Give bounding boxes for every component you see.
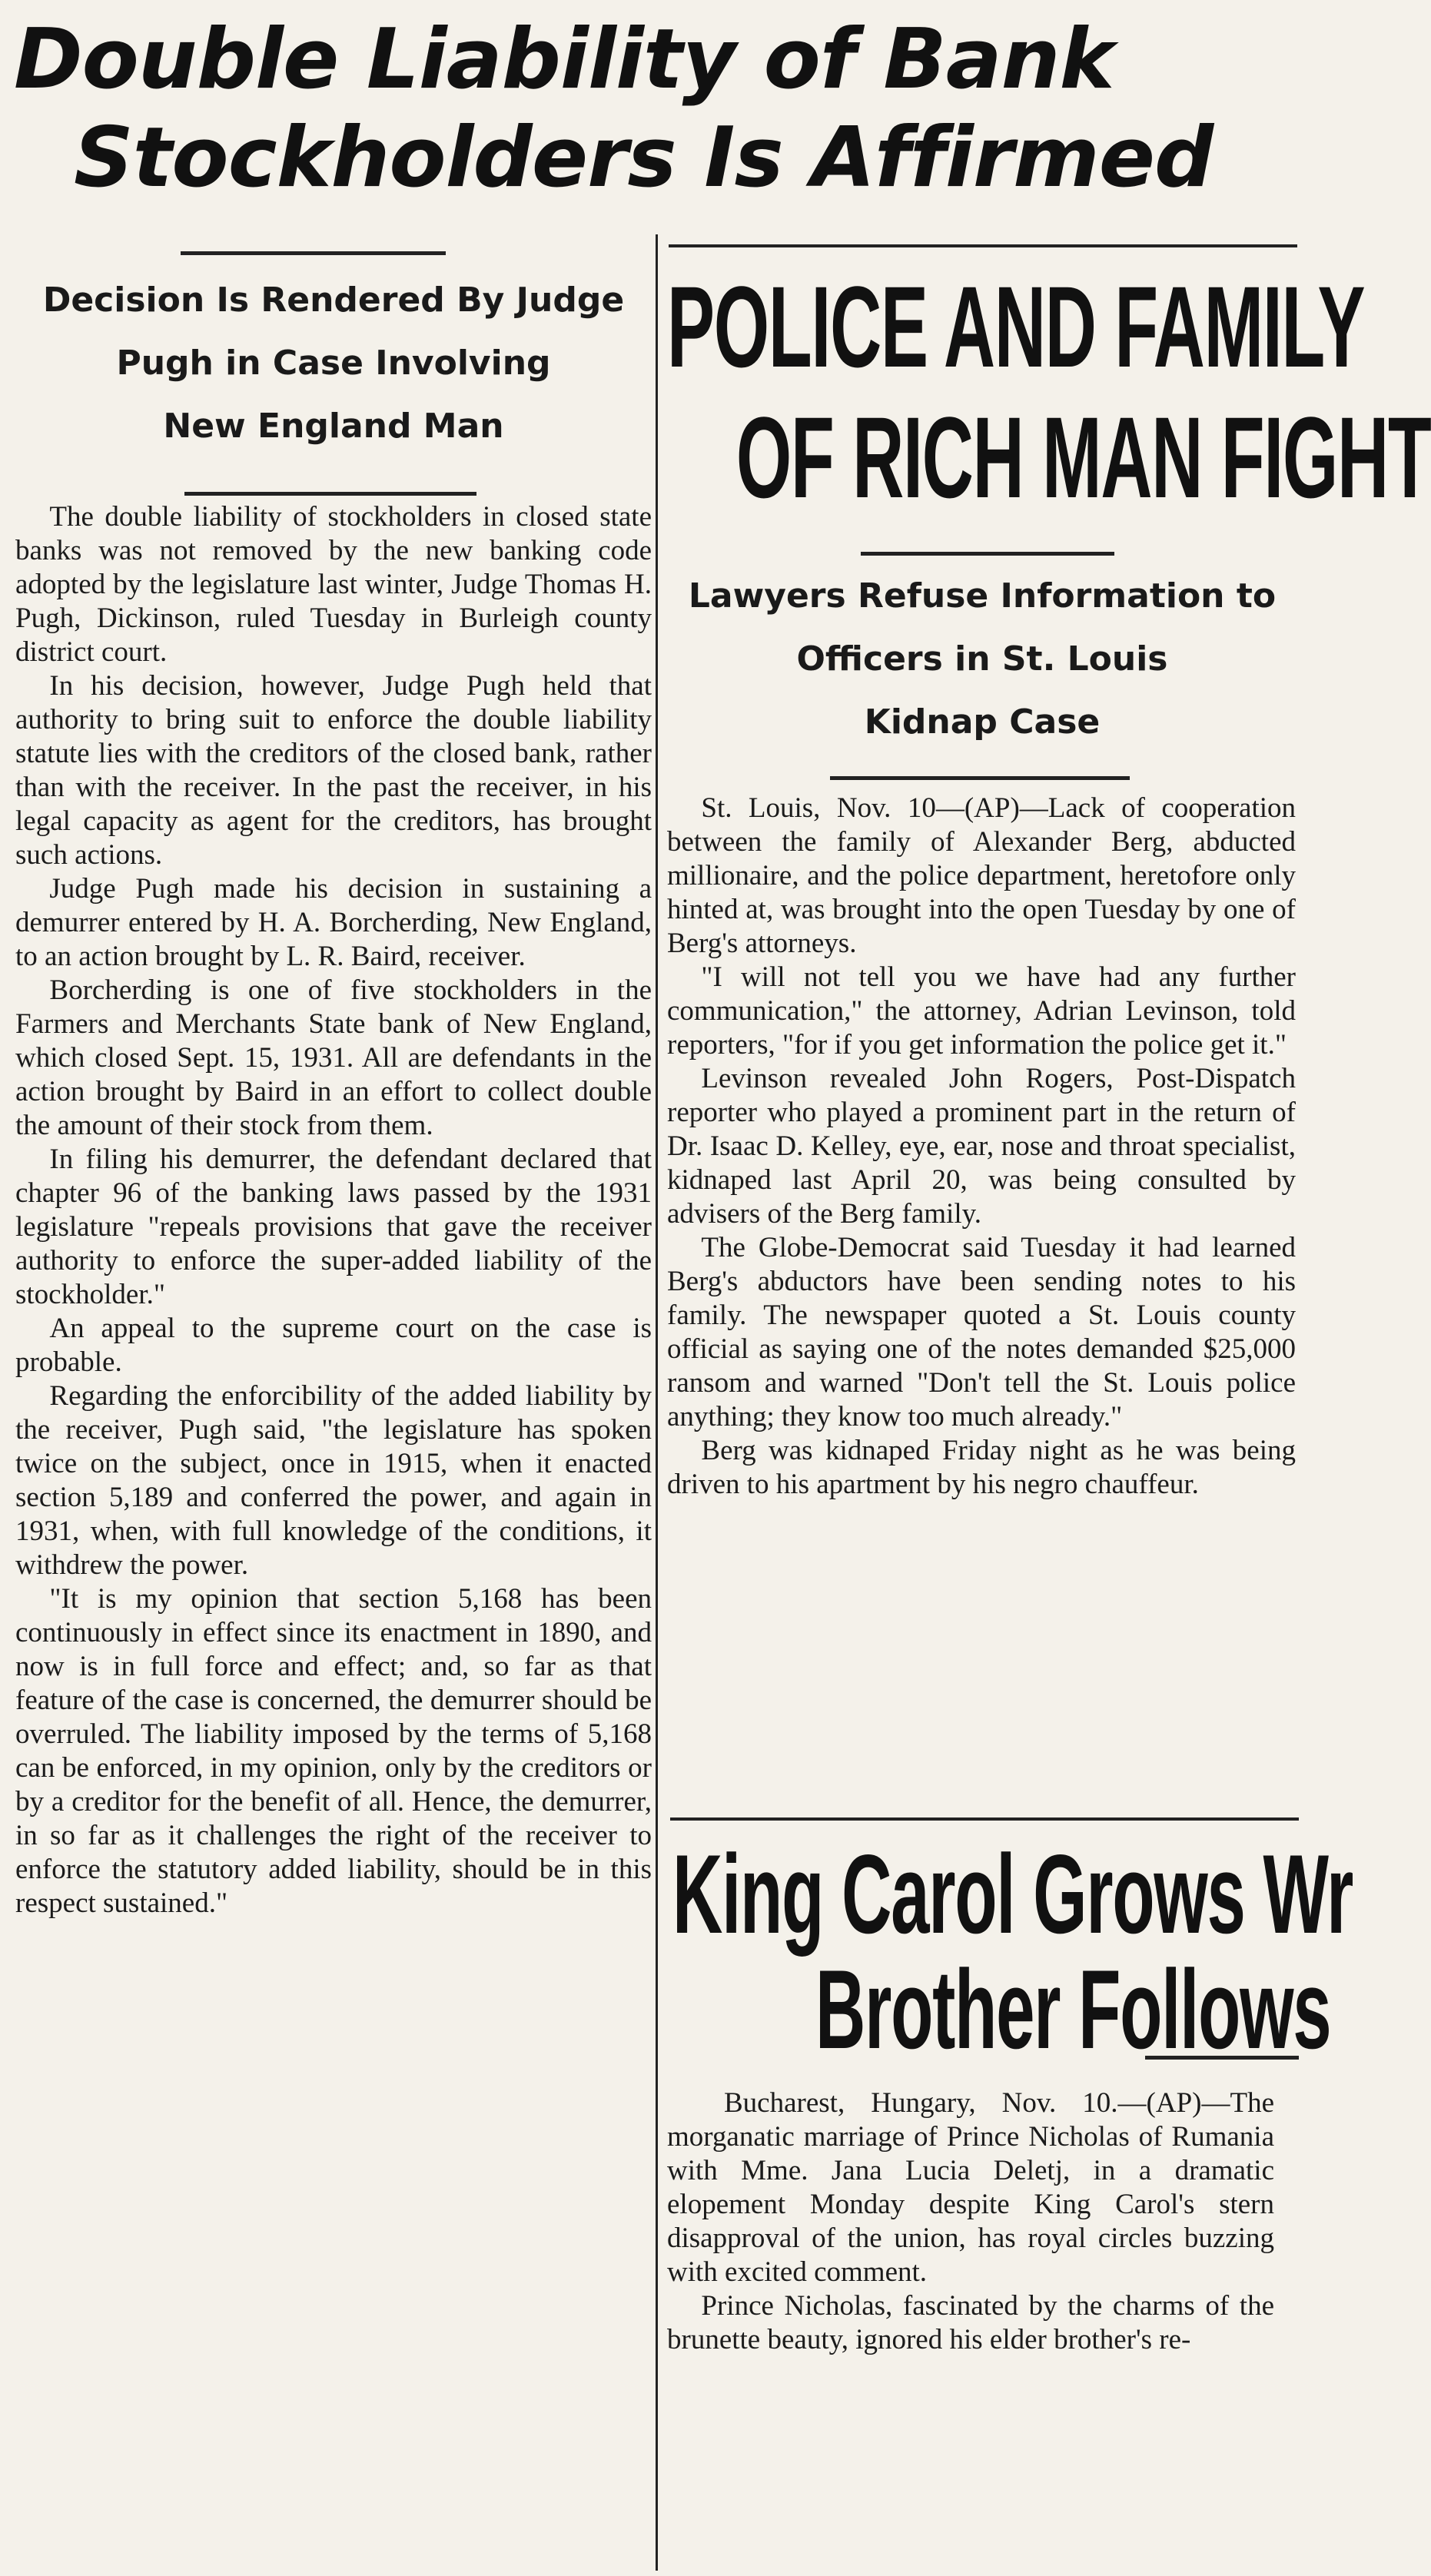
police-paragraph: Levinson revealed John Rogers, Post-Dispatch reporter who played a prominent part in the return of Dr. Isaac D. Kelley, eye, ear, nose and throat specialist, kidnaped last April 20, was being consulted by advisers of the Berg family. <box>667 1063 1296 1230</box>
main-paragraph: Judge Pugh made his decision in sustaining a demurrer entered by H. A. Borcherding, New England, to an action brought by L. R. Baird, receiver. <box>15 873 652 972</box>
main-paragraph: In his decision, however, Judge Pugh held that authority to bring suit to enforce the double liability statute lies with the creditors of the closed bank, rather than with the receiver. In the past the receiver, in his legal capacity as agent for the creditors, has brought such actions. <box>15 670 652 871</box>
rule-below-police-headline <box>861 552 1114 556</box>
main-headline-line-2: Stockholders Is Affirmed <box>74 110 1214 206</box>
carol-headline-line-2: Brother Follows <box>815 1947 1331 2072</box>
main-story-body <box>15 500 652 1920</box>
carol-story-body <box>667 2086 1274 2357</box>
main-headline <box>14 11 1290 207</box>
main-paragraph: In filing his demurrer, the defendant declared that chapter 96 of the banking laws passed by the 1931 legislature "repeals provisions that gave the receiver authority to enforce the super-added liability of the stockholder." <box>15 1144 652 1310</box>
police-paragraph: "I will not tell you we have had any further communication," the attorney, Adrian Levinson, told reporters, "for if you get information the police get it." <box>667 961 1296 1061</box>
police-paragraph: Berg was kidnaped Friday night as he was being driven to his apartment by his negro chauffeur. <box>667 1435 1296 1500</box>
main-deck-line-3: New England Man <box>163 407 504 446</box>
main-story <box>15 269 652 1920</box>
police-paragraph: St. Louis, Nov. 10—(AP)—Lack of cooperation between the family of Alexander Berg, abducted millionaire, and the police department, heretofore only hinted at, was brought into the open Tuesday by one of Berg's attorneys. <box>667 792 1296 959</box>
main-paragraph: "It is my opinion that section 5,168 has been continuously in effect since its enactment in 1890, and now is in full force and effect; and, so far as that feature of the case is concerned, the demurrer should be overruled. The liability imposed by the terms of 5,168 can be enforced, in my opinion, only by the creditors or by a creditor for the benefit of all. Hence, the demurrer, in so far as it challenges the right of the receiver to enforce the statutory added liability, should be in this respect sustained." <box>15 1583 652 1919</box>
police-deck-line-3: Kidnap Case <box>864 702 1101 742</box>
carol-headline-line-1: King Carol Grows Wr <box>672 1831 1353 1957</box>
police-paragraph: The Globe-Democrat said Tuesday it had learned Berg's abductors have been sending notes to his family. The newspaper quoted a St. Louis county official as saying one of the notes demanded $25,000 ransom and warned "Don't tell the St. Louis police anything; they know too much already." <box>667 1232 1296 1432</box>
main-deck-line-1: Decision Is Rendered By Judge <box>42 281 625 320</box>
police-headline-line-1: POLICE AND FAMILY <box>667 262 1365 391</box>
carol-paragraph: Bucharest, Hungary, Nov. 10.—(AP)—The morganatic marriage of Prince Nicholas of Rumania with Mme. Jana Lucia Deletj, in a dramatic elopement Monday despite King Carol's stern disapproval of the union, has royal circles buzzing with excited comment. <box>667 2087 1274 2288</box>
column-divider <box>656 234 658 2571</box>
rule-above-police-story <box>669 244 1297 247</box>
main-deck-line-2: Pugh in Case Involving <box>116 344 551 383</box>
police-story-body <box>667 792 1296 1502</box>
main-headline-line-1: Double Liability of Bank <box>14 12 1114 108</box>
police-story <box>667 792 1296 1502</box>
carol-paragraph: Prince Nicholas, fascinated by the charms of the brunette beauty, ignored his elder brother's re- <box>667 2290 1274 2355</box>
main-paragraph: Borcherding is one of five stockholders in the Farmers and Merchants State bank of New England, which closed Sept. 15, 1931. All are defendants in the action brought by Baird in an effort to collect double the amount of their stock from them. <box>15 974 652 1141</box>
police-story-deck <box>667 565 1297 754</box>
police-headline-line-2: OF RICH MAN FIGHT <box>735 393 1431 522</box>
rule-above-carol-story <box>670 1817 1299 1821</box>
rule-below-main-headline <box>181 251 446 255</box>
main-paragraph: An appeal to the supreme court on the case is probable. <box>15 1313 652 1378</box>
rule-below-police-deck <box>830 776 1130 780</box>
main-paragraph: Regarding the enforcibility of the added liability by the receiver, Pugh said, "the legislature has spoken twice on the subject, once in 1915, when it enacted section 5,189 and conferred the power, and again in 1931, when, with full knowledge of the conditions, it withdrew the power. <box>15 1380 652 1581</box>
main-story-deck <box>15 269 652 458</box>
police-deck-line-1: Lawyers Refuse Information to <box>688 576 1277 616</box>
carol-headline <box>672 1831 1353 2072</box>
carol-story <box>667 2086 1274 2357</box>
police-deck-line-2: Officers in St. Louis <box>796 639 1168 679</box>
main-paragraph: The double liability of stockholders in closed state banks was not removed by the new banking code adopted by the legislature last winter, Judge Thomas H. Pugh, Dickinson, ruled Tuesday in Burleigh county district court. <box>15 501 652 668</box>
police-headline <box>667 261 1431 523</box>
